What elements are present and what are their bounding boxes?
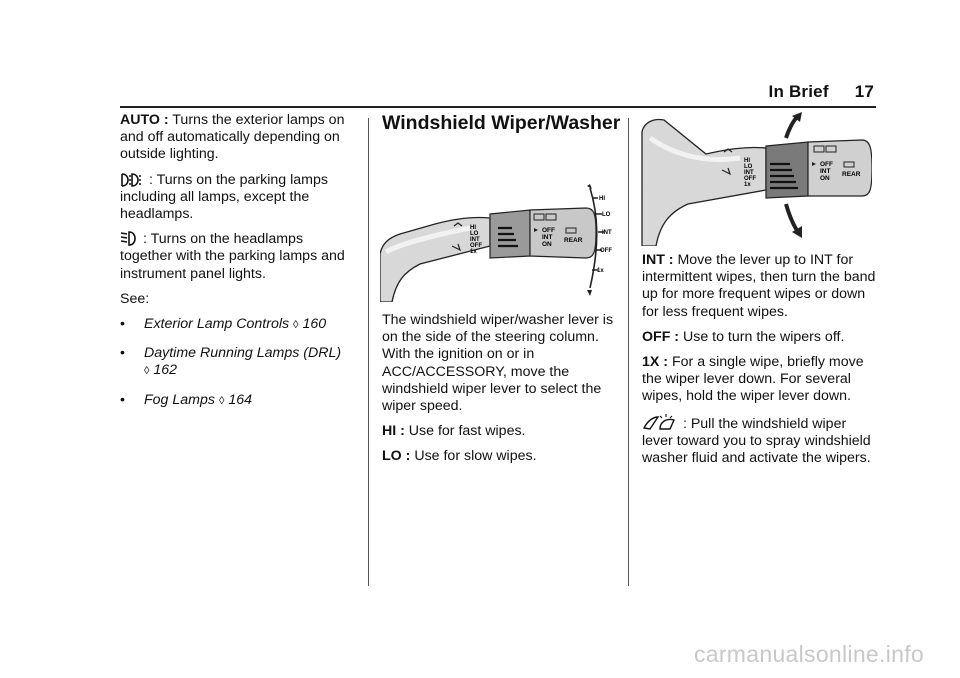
onex-text: For a single wipe, briefly move the wiper lever down. For several wipes, hold the wiper lever down. <box>642 354 864 405</box>
parking-text: : Turns on the parking lamps including all lamps, except the headlamps. <box>120 171 328 223</box>
parking-lamps-icon <box>120 173 142 187</box>
int-text: Move the lever up to INT for intermittent wipes, then turn the band up for more frequent wipes or down for less frequent wipes. <box>642 252 876 320</box>
lever-label-lo: LO <box>744 164 753 170</box>
reference-arrow-icon: ◊ <box>144 365 150 378</box>
scale-label-1x: 1x <box>597 268 604 274</box>
reference-page[interactable]: 162 <box>153 362 178 379</box>
lever-label-off: OFF <box>744 176 756 182</box>
headlamps-icon <box>120 231 136 246</box>
rear-label: REAR <box>564 237 583 244</box>
reference-page[interactable]: 160 <box>302 316 327 333</box>
hi-term: HI : <box>382 423 405 440</box>
off-term: OFF : <box>642 328 680 345</box>
lever-label-lo: LO <box>470 231 479 237</box>
off-paragraph <box>642 329 878 346</box>
left-column <box>120 112 356 421</box>
scale-label-off: OFF <box>600 248 612 254</box>
reference-arrow-icon: ◊ <box>218 394 225 407</box>
auto-paragraph <box>120 112 356 164</box>
lever-label-1x: 1x <box>744 182 751 188</box>
off-text: Use to turn the wipers off. <box>679 328 845 345</box>
scale-label-int: INT <box>602 230 612 236</box>
onex-term: 1X : <box>642 354 669 371</box>
bullet: • <box>120 391 125 408</box>
lever-label-hi: HI <box>470 225 476 231</box>
reference-text[interactable]: Daytime Running Lamps (DRL) <box>144 345 342 362</box>
washer-paragraph <box>642 414 878 468</box>
int-term: INT : <box>642 252 674 268</box>
band-label-off: OFF <box>820 161 833 168</box>
band-label-int: INT <box>820 168 831 175</box>
hi-text: Use for fast wipes. <box>404 423 526 440</box>
lo-term: LO : <box>382 448 411 465</box>
lever-label-off: OFF <box>470 243 482 249</box>
int-paragraph <box>642 252 878 321</box>
bullet: • <box>120 345 125 362</box>
intro-paragraph: The windshield wiper/washer lever is on the side of the steering column. With the ignition on or in ACC/ACCESSORY, move the windshield wiper lever to select the wiper speed. <box>382 312 614 415</box>
bullet: • <box>120 316 125 333</box>
lever-label-int: INT <box>470 237 480 243</box>
lever-label-int: INT <box>744 170 754 176</box>
reference-text[interactable]: Exterior Lamp Controls <box>144 316 290 333</box>
lo-text: Use for slow wipes. <box>410 448 537 465</box>
reference-page[interactable]: 164 <box>228 391 252 408</box>
auto-term: AUTO : <box>120 112 169 128</box>
section-title: In Brief <box>768 82 829 101</box>
watermark: carmanualsonline.info <box>693 641 924 667</box>
band-label-int: INT <box>542 234 553 241</box>
wiper-band-figure <box>640 112 872 246</box>
page-number: 17 <box>854 82 874 101</box>
middle-column <box>382 112 622 474</box>
parking-paragraph <box>120 172 356 224</box>
reference-item <box>120 316 356 334</box>
hi-paragraph <box>382 423 622 440</box>
reference-text[interactable]: Fog Lamps <box>144 391 215 408</box>
onex-paragraph <box>642 354 878 406</box>
column-divider <box>368 118 369 586</box>
headlamp-text: : Turns on the headlamps together with the parking lamps and instrument panel lights. <box>120 231 345 282</box>
auto-text: Turns the exterior lamps on and off automatically depending on outside lighting. <box>120 112 345 163</box>
wiper-lever-figure <box>380 184 612 302</box>
band-label-on: ON <box>820 175 830 182</box>
windshield-washer-icon <box>642 414 676 431</box>
header-rule <box>120 106 876 108</box>
reference-item <box>120 345 356 380</box>
washer-text: : Pull the windshield wiper lever toward you to spray windshield washer fluid and activate the wipers. <box>642 415 871 467</box>
scale-label-hi: HI <box>599 196 605 202</box>
column-divider <box>628 118 629 586</box>
right-column <box>642 112 878 475</box>
reference-arrow-icon: ◊ <box>293 319 299 332</box>
lever-label-1x: 1x <box>470 249 477 255</box>
rear-label: REAR <box>842 171 861 178</box>
section-heading: Windshield Wiper/Washer <box>382 112 621 134</box>
lo-paragraph <box>382 448 622 465</box>
scale-label-lo: LO <box>602 212 611 218</box>
headlamp-paragraph <box>120 231 356 283</box>
page-header <box>769 82 874 102</box>
reference-item <box>120 392 356 410</box>
lever-label-hi: HI <box>744 158 750 164</box>
see-label: See: <box>120 290 150 307</box>
band-label-on: ON <box>542 241 552 248</box>
band-label-off: OFF <box>542 227 555 234</box>
